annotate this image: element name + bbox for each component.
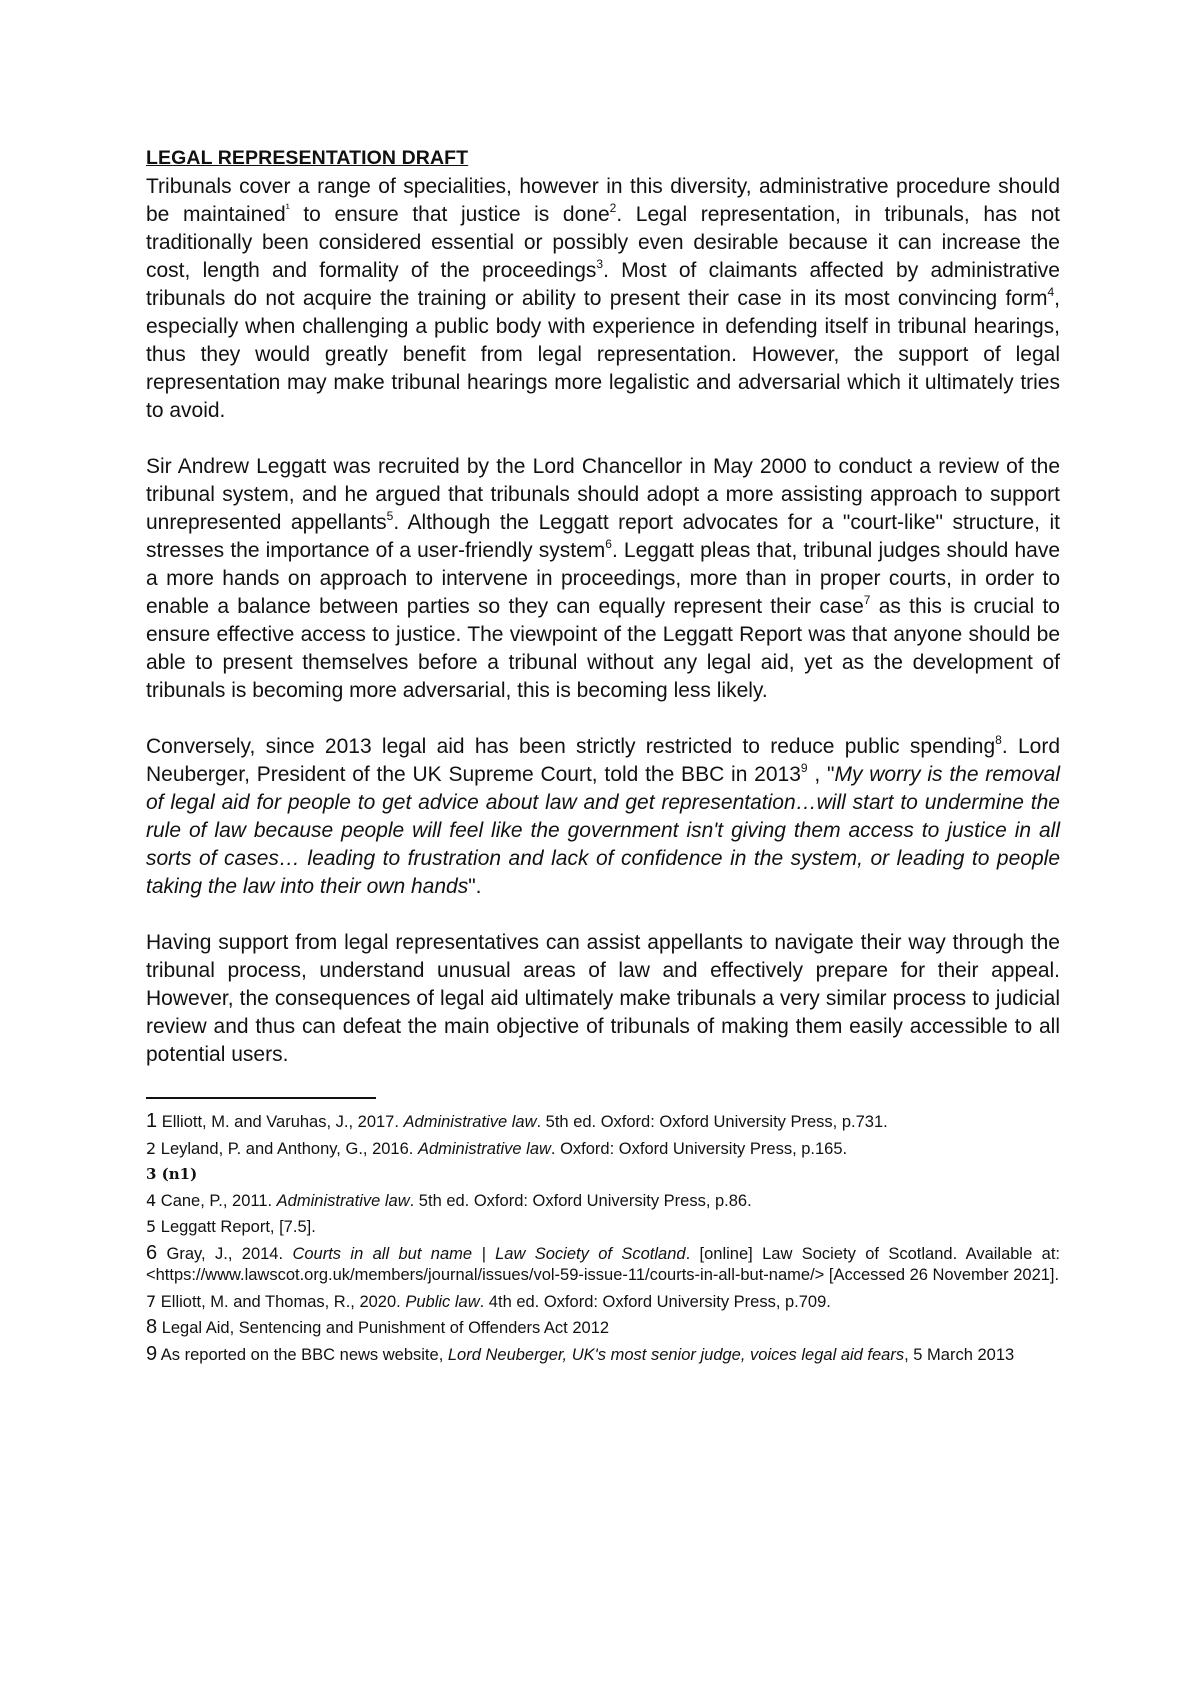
footnote-title: Administrative law [417,1139,551,1158]
footnote-2 [146,1138,1060,1161]
footnote-text: . Oxford: Oxford University Press, p.165. [550,1139,848,1158]
footnote-number: 8 [146,1316,158,1338]
footnote-1 [146,1111,1060,1134]
footnote-title: Administrative law [276,1191,410,1210]
footnote-number: 3 [146,1165,157,1183]
text-run: . Most of claimants affected by administrative tribunals do not acquire the training or ability to present their case in its most convincing form [146,259,1060,310]
footnote-7 [146,1291,1060,1314]
footnote-ref-2[interactable]: 2 [609,201,617,215]
footnote-ref-6[interactable]: 6 [605,537,612,551]
text-run: . Lord Neuberger, President of the UK Supreme Court, told the BBC in 2013 [146,735,1060,786]
footnote-text: . 5th ed. Oxford: Oxford University Press, p.86. [409,1191,752,1210]
neuberger-quote: My worry is the removal of legal aid for people to get advice about law and get representation…will start to undermine the rule of law because people will feel like the government isn't giving them access to justice in all sorts of cases… leading to frustration and lack of confidence in the system, or leading to people taking the law into their own hands [146,763,1060,898]
paragraph-2 [146,453,1060,705]
footnote-text: As reported on the BBC news website, [157,1345,448,1364]
paragraph-4: Having support from legal representatives can assist appellants to navigate their way through the tribunal process, understand unusual areas of law and effectively prepare for their appeal. However, the consequences of legal aid ultimately make tribunals a very similar process to judicial review and thus can defeat the main objective of tribunals of making them easily accessible to all potential users. [146,931,1060,1066]
footnote-title: Public law [405,1292,480,1311]
footnote-number: 4 [146,1190,157,1210]
footnote-separator [146,1097,376,1099]
footnote-number: 6 [146,1241,158,1264]
footnote-ref-4[interactable]: 4 [1047,285,1055,299]
footnote-ref-3[interactable]: 3 [596,257,604,271]
footnote-text: , 5 March 2013 [904,1345,1015,1364]
footnote-ref-5[interactable]: 5 [386,509,394,523]
footnote-4 [146,1190,1060,1213]
footnote-text: Elliott, M. and Varuhas, J., 2017. [157,1113,404,1131]
footnote-number: 1 [146,1110,158,1132]
footnote-text: (n1) [156,1165,198,1183]
paragraph-3 [146,733,1060,901]
text-run: Conversely, since 2013 legal aid has been strictly restricted to reduce public spending [146,735,996,758]
text-run: , " [807,763,835,786]
text-run: . Although the Leggatt report advocates for a "court-like" structure, it stresses the importance of a user-friendly system [146,511,1060,562]
text-run: as this is crucial to ensure effective access to justice. The viewpoint of the Leggatt Report was that anyone should be able to present themselves before a tribunal without any legal aid, yet as the development of tribunals is becoming more adversarial, this is becoming less likely. [146,595,1060,702]
footnote-text: . [online] Law Society of Scotland. Available at: <https://www.lawscot.org.uk/members/journal/issues/vol-59-issue-11/courts-in-all-but-name/> [Accessed 26 November 2021]. [146,1244,1060,1284]
footnote-5 [146,1216,1060,1239]
footnote-number: 7 [146,1291,157,1311]
footnote-text: Legal Aid, Sentencing and Punishment of Offenders Act 2012 [157,1319,610,1337]
text-run: ". [468,875,482,898]
text-run: , especially when challenging a public body with experience in defending itself in tribunal hearings, thus they would greatly benefit from legal representation. However, the support of legal representation may make tribunal hearings more legalistic and adversarial which it ultimately tries to avoid. [146,287,1060,422]
page-title: LEGAL REPRESENTATION DRAFT [146,147,469,169]
footnote-number: 2 [146,1138,157,1158]
footnote-text: . 4th ed. Oxford: Oxford University Press, p.709. [479,1292,831,1311]
footnote-title: Lord Neuberger, UK's most senior judge, voices legal aid fears [447,1345,905,1364]
footnote-ref-9[interactable]: 9 [800,761,808,775]
footnote-ref-7[interactable]: 7 [863,593,871,607]
document-body [146,146,1060,1370]
footnote-6 [146,1243,1060,1287]
paragraph-1 [146,173,1060,425]
footnote-title: Administrative law [403,1113,537,1131]
footnote-8 [146,1317,1060,1340]
text-run: Sir Andrew Leggatt was recruited by the Lord Chancellor in May 2000 to conduct a review of the tribunal system, and he argued that tribunals should adopt a more assisting approach to support unrepresented appellants [146,455,1060,534]
footnotes [146,1111,1060,1366]
footnote-ref-8[interactable]: 8 [995,733,1002,747]
footnote-number: 5 [146,1217,157,1236]
footnote-ref-1[interactable]: ¹ [285,201,290,215]
footnote-text: Cane, P., 2011. [156,1191,277,1210]
footnote-3 [146,1164,1060,1186]
footnote-text: Gray, J., 2014. [157,1244,293,1263]
footnote-number: 9 [146,1342,158,1365]
text-run: . Legal representation, in tribunals, has not traditionally been considered essential or possibly even desirable because it can increase the cost, length and formality of the proceedings [146,203,1060,282]
footnote-text: . 5th ed. Oxford: Oxford University Press, p.731. [536,1113,888,1131]
text-run: Tribunals cover a range of specialities, however in this diversity, administrative procedure should be maintained [146,175,1060,226]
footnote-text: Leggatt Report, [7.5]. [156,1218,316,1236]
text-run: to ensure that justice is done [289,203,610,226]
text-run: . Leggatt pleas that, tribunal judges should have a more hands on approach to intervene in proceedings, more than in proper courts, in order to enable a balance between parties so they can equally represent their case [146,539,1061,618]
footnote-title: Courts in all but name | Law Society of Scotland [292,1244,686,1263]
footnote-text: Elliott, M. and Thomas, R., 2020. [156,1292,406,1311]
footnote-9 [146,1344,1060,1367]
footnote-text: Leyland, P. and Anthony, G., 2016. [156,1139,418,1158]
